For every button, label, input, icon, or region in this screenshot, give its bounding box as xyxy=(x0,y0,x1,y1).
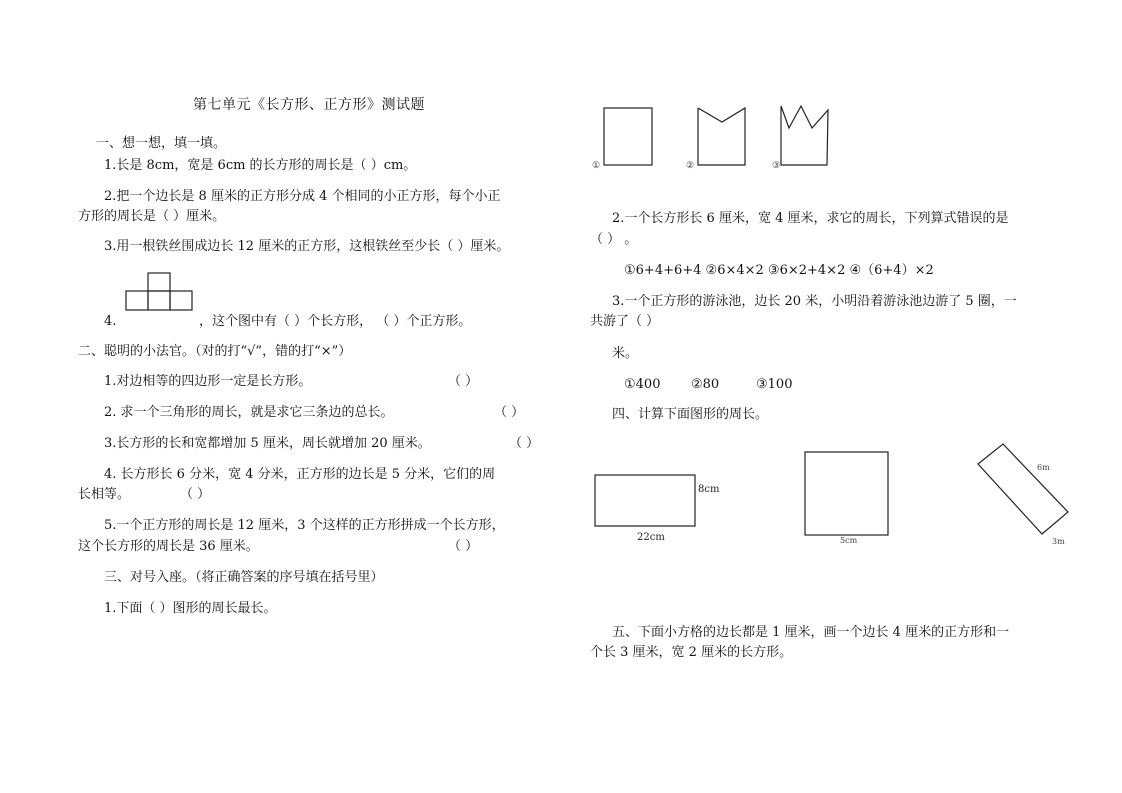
s1-question-2-line2: 方形的周长是（ ）厘米。 xyxy=(78,209,226,224)
shape-figure-3 xyxy=(770,100,840,172)
s2-question-5-line2: 这个长方形的周长是 36 厘米。 xyxy=(78,539,259,554)
s3-question-3-option-1: ①400 xyxy=(624,377,661,392)
s3-question-1: 1.下面（ ）图形的周长最长。 xyxy=(104,601,277,616)
s2-question-3-blank: （ ） xyxy=(509,436,540,451)
square-figure xyxy=(800,448,900,548)
s3-question-3-line3: 米。 xyxy=(612,346,639,361)
s3-question-3-option-2: ②80 xyxy=(691,377,720,392)
s2-question-2: 2. 求一个三角形的周长，就是求它三条边的总长。 xyxy=(104,405,394,420)
tilted-rectangle-figure xyxy=(970,440,1070,550)
square-side-label: 5cm xyxy=(840,536,858,545)
s3-question-3-line2: 共游了（ ） xyxy=(590,314,660,329)
shape-1-label: ① xyxy=(592,161,601,171)
s3-question-3-option-3: ③100 xyxy=(756,377,793,392)
s1-question-4-number: 4. xyxy=(104,314,117,329)
rectangle-width-label: 22cm xyxy=(637,532,665,543)
s1-question-3: 3.用一根铁丝围成边长 12 厘米的正方形，这根铁丝至少长（ ）厘米。 xyxy=(104,239,510,254)
section2-heading: 二、聪明的小法官。（对的打“√”，错的打“×”） xyxy=(78,344,352,359)
tilted-short-side-label: 3m xyxy=(1052,537,1065,546)
s2-question-4-line2: 长相等。 xyxy=(78,487,131,502)
page-title: 第七单元《长方形、正方形》测试题 xyxy=(193,97,425,113)
tilted-long-side-label: 6m xyxy=(1037,463,1050,472)
section4-heading: 四、计算下面图形的周长。 xyxy=(612,407,769,422)
section5-line2: 个长 3 厘米，宽 2 厘米的长方形。 xyxy=(590,645,793,660)
s3-question-2-options: ①6+4+6+4 ②6×4×2 ③6×2+4×2 ④（6+4）×2 xyxy=(624,263,934,278)
s2-question-1-blank: （ ） xyxy=(448,374,479,389)
s3-question-2-line1: 2.一个长方形长 6 厘米，宽 4 厘米，求它的周长，下列算式错误的是 xyxy=(612,211,1009,226)
s1-question-1: 1.长是 8cm，宽是 6cm 的长方形的周长是（ ）cm。 xyxy=(104,158,417,173)
s2-question-4-line1: 4. 长方形长 6 分米，宽 4 分米，正方形的边长是 5 分米，它们的周 xyxy=(104,467,496,482)
s2-question-5-blank: （ ） xyxy=(448,539,479,554)
shape-2-label: ② xyxy=(686,161,695,171)
section5-line1: 五、下面小方格的边长都是 1 厘米，画一个边长 4 厘米的正方形和一 xyxy=(612,625,1010,640)
s3-question-2-line2: （ ） 。 xyxy=(590,232,638,247)
shape-3-label: ③ xyxy=(772,161,781,171)
section3-heading: 三、对号入座。（将正确答案的序号填在括号里） xyxy=(104,570,384,585)
s2-question-2-blank: （ ） xyxy=(494,405,525,420)
rectangle-height-label: 8cm xyxy=(698,484,720,495)
s2-question-5-line1: 5.一个正方形的周长是 12 厘米，3 个这样的正方形拼成一个长方形， xyxy=(104,518,505,533)
s1-question-4-text: ，这个图中有（ ）个长方形， （ ）个正方形。 xyxy=(199,314,472,329)
rectangle-figure xyxy=(590,470,730,545)
s2-question-1: 1.对边相等的四边形一定是长方形。 xyxy=(104,374,312,389)
s2-question-4-blank: （ ） xyxy=(180,487,211,502)
squares-figure xyxy=(125,272,195,312)
s3-question-3-line1: 3.一个正方形的游泳池，边长 20 米，小明沿着游泳池边游了 5 圈，一 xyxy=(612,294,1017,309)
shape-figure-2 xyxy=(684,100,754,172)
shape-figure-1 xyxy=(590,100,660,172)
section1-heading: 一、想一想，填一填。 xyxy=(96,136,227,151)
s1-question-2-line1: 2.把一个边长是 8 厘米的正方形分成 4 个相同的小正方形，每个小正 xyxy=(104,189,501,204)
s2-question-3: 3.长方形的长和宽都增加 5 厘米，周长就增加 20 厘米。 xyxy=(104,436,431,451)
